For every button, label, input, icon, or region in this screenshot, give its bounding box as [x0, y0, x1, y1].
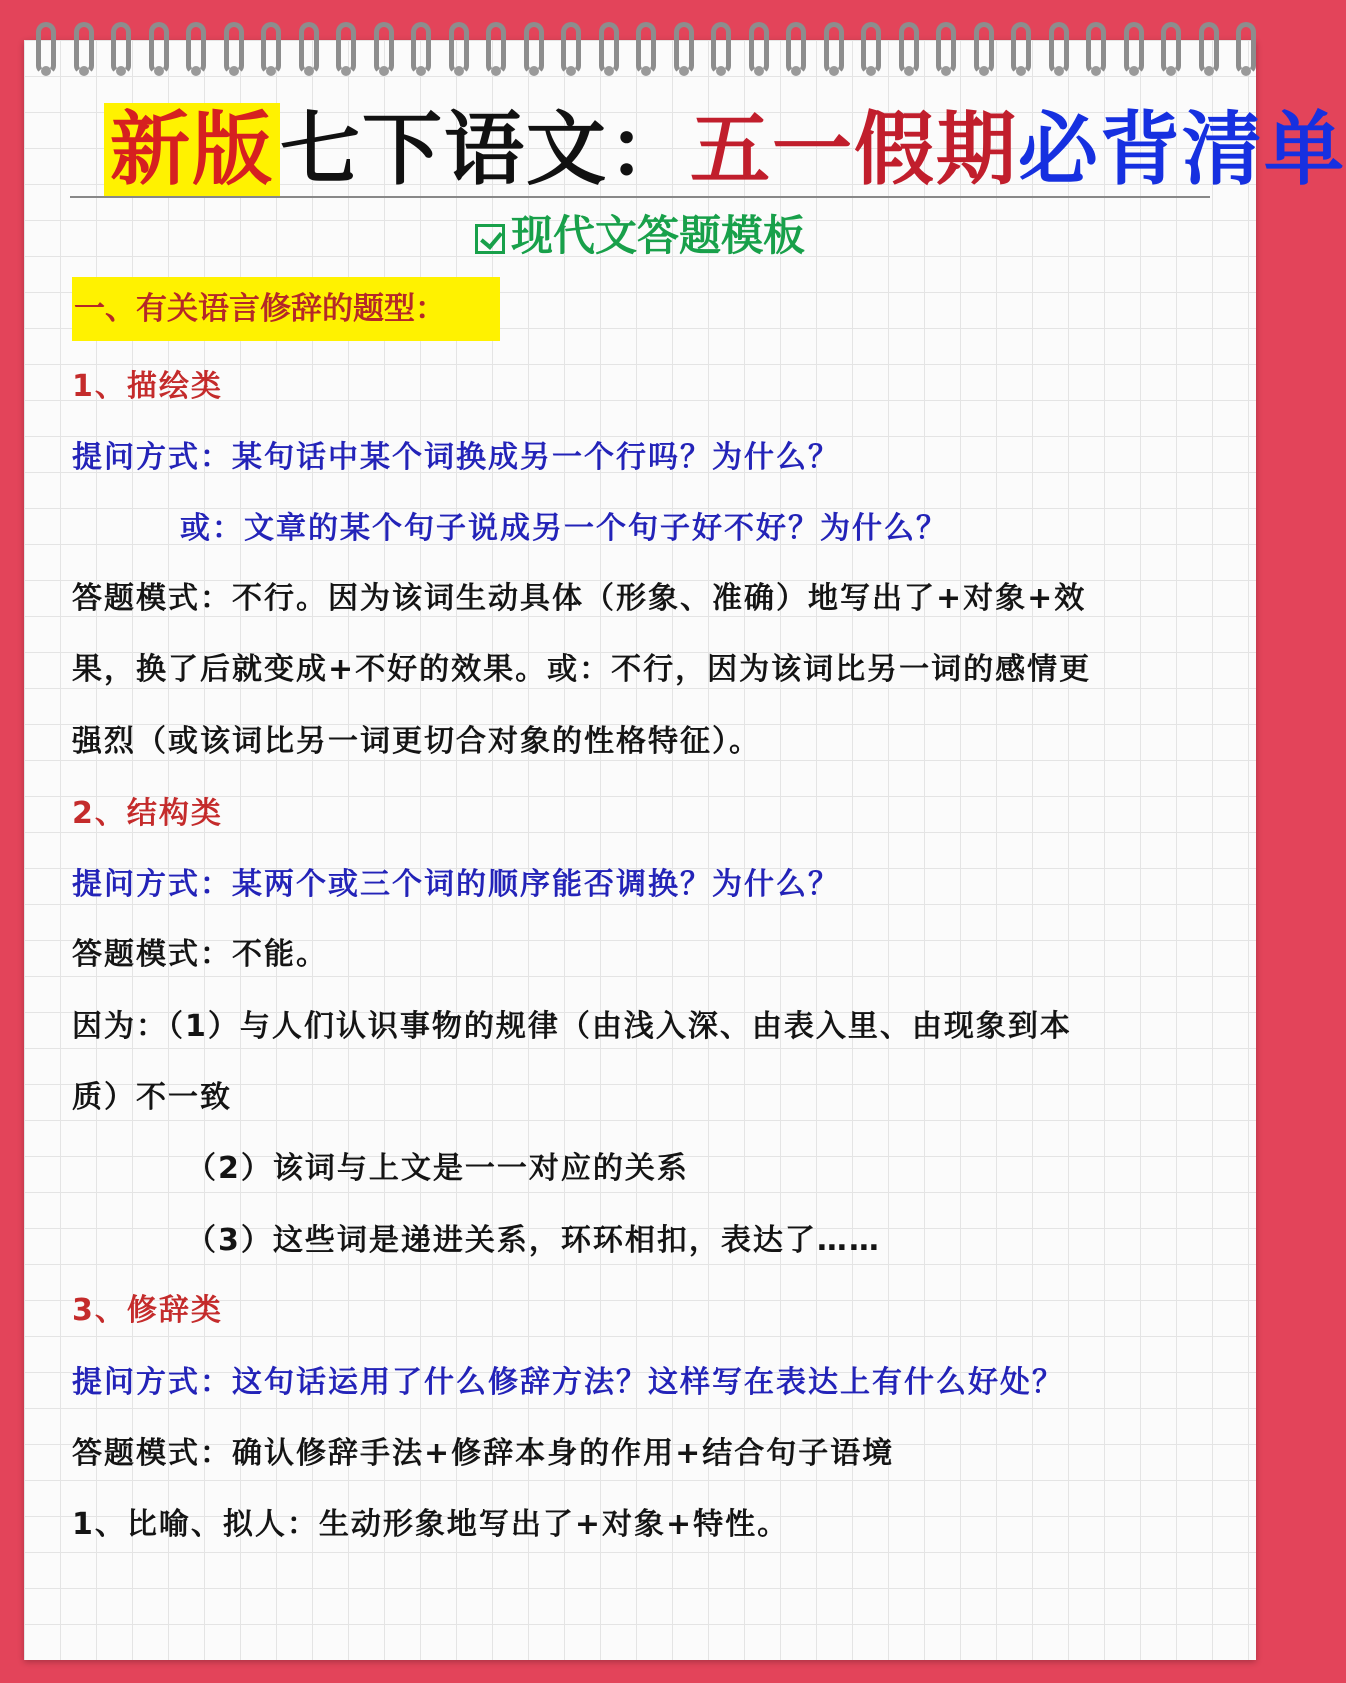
checkbox-icon [475, 224, 505, 254]
section-heading: 一、有关语言修辞的题型： [72, 277, 500, 341]
binding-hole [266, 66, 276, 76]
answer-line: 答题模式：确认修辞手法+修辞本身的作用+结合句子语境 [72, 1436, 895, 1471]
reason-item: （3）这些词是递进关系，环环相扣，表达了…… [186, 1223, 881, 1258]
title-part-checklist: 必背清单 [1018, 103, 1346, 196]
page-title [104, 100, 1346, 200]
binding-hole [1166, 66, 1176, 76]
title-part-subject: 七下语文： [280, 103, 690, 196]
binding-hole [79, 66, 89, 76]
question-line: 提问方式：这句话运用了什么修辞方法？这样写在表达上有什么好处？ [72, 1365, 1064, 1400]
binding-hole [1091, 66, 1101, 76]
binding-hole [604, 66, 614, 76]
binding-hole [1016, 66, 1026, 76]
binding-hole [229, 66, 239, 76]
answer-line: 因为：（1）与人们认识事物的规律（由浅入深、由表入里、由现象到本 [72, 1009, 1072, 1044]
binding-hole [341, 66, 351, 76]
binding-hole [566, 66, 576, 76]
binding-hole [641, 66, 651, 76]
binding-hole [454, 66, 464, 76]
category-heading-describe: 1、描绘类 [72, 369, 223, 404]
binding-hole [679, 66, 689, 76]
answer-line: 果，换了后就变成+不好的效果。或：不行，因为该词比另一词的感情更 [72, 652, 1092, 687]
binding-hole [941, 66, 951, 76]
answer-line: 1、比喻、拟人：生动形象地写出了+对象+特性。 [72, 1507, 790, 1542]
subtitle [0, 208, 1280, 264]
binding-hole [1054, 66, 1064, 76]
binding-hole [979, 66, 989, 76]
binding-hole [41, 66, 51, 76]
binding-hole [379, 66, 389, 76]
reason-item: （2）该词与上文是一一对应的关系 [186, 1151, 689, 1186]
title-part-new-edition: 新版 [104, 103, 280, 196]
question-line: 提问方式：某句话中某个词换成另一个行吗？为什么？ [72, 440, 840, 475]
answer-line: 质）不一致 [72, 1080, 232, 1115]
binding-hole [866, 66, 876, 76]
title-part-holiday: 五一假期 [690, 103, 1018, 196]
answer-line: 答题模式：不行。因为该词生动具体（形象、准确）地写出了+对象+效 [72, 581, 1087, 616]
binding-hole [491, 66, 501, 76]
category-heading-rhetoric: 3、修辞类 [72, 1293, 223, 1328]
question-line: 提问方式：某两个或三个词的顺序能否调换？为什么？ [72, 867, 840, 902]
binding-hole [791, 66, 801, 76]
answer-line: 答题模式：不能。 [72, 937, 328, 972]
binding-hole [1204, 66, 1214, 76]
binding-hole [116, 66, 126, 76]
binding-hole [154, 66, 164, 76]
binding-hole [1241, 66, 1251, 76]
binding-hole [529, 66, 539, 76]
binding-hole [1129, 66, 1139, 76]
title-divider [70, 196, 1210, 198]
binding-hole [191, 66, 201, 76]
binding-hole [904, 66, 914, 76]
answer-line: 强烈（或该词比另一词更切合对象的性格特征）。 [72, 724, 761, 759]
category-heading-structure: 2、结构类 [72, 796, 223, 831]
binding-hole [754, 66, 764, 76]
binding-hole [304, 66, 314, 76]
binding-hole [716, 66, 726, 76]
subtitle-text: 现代文答题模板 [510, 211, 805, 260]
binding-hole [829, 66, 839, 76]
question-line-alt: 或：文章的某个句子说成另一个句子好不好？为什么？ [180, 511, 948, 546]
binding-hole [416, 66, 426, 76]
